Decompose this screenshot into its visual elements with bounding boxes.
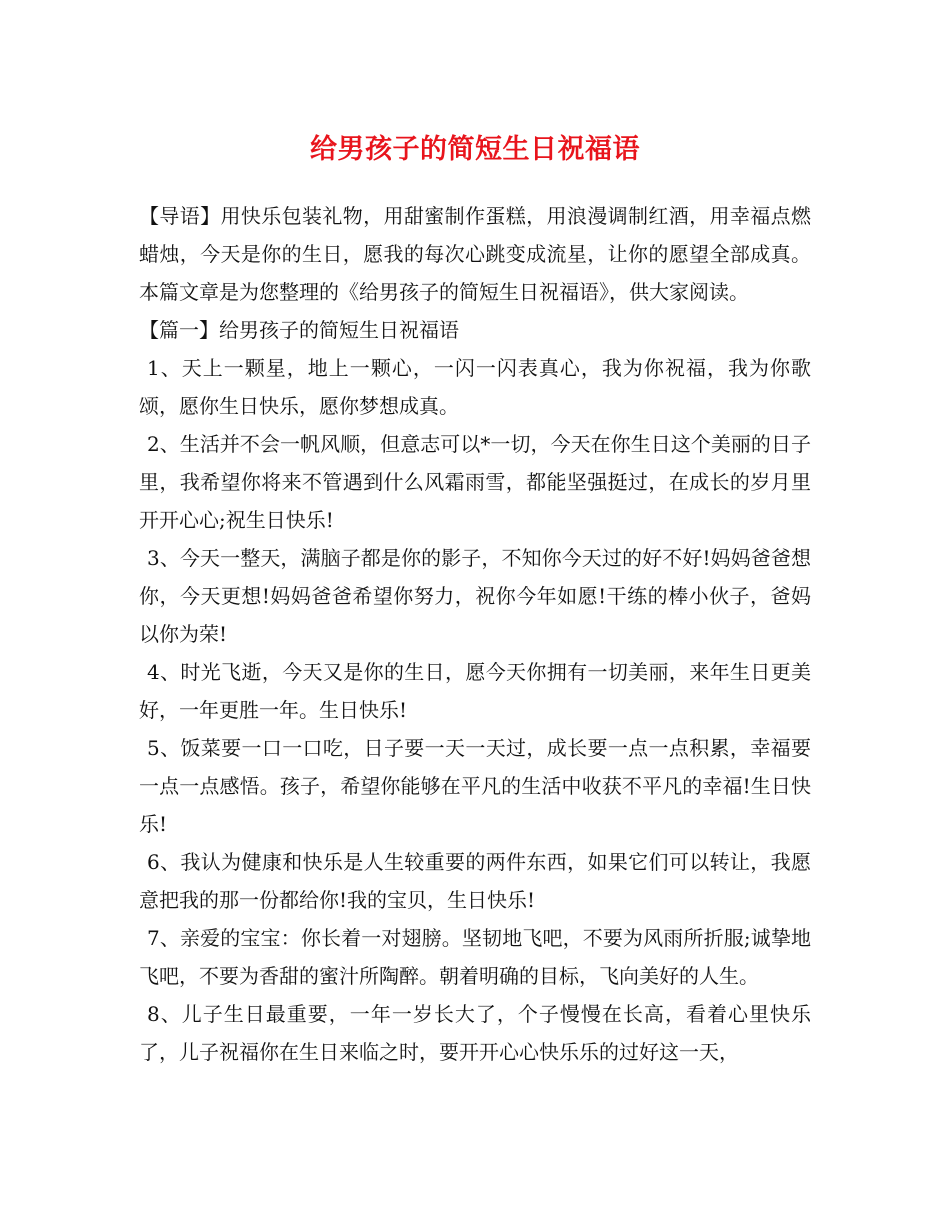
list-item: 6、我认为健康和快乐是人生较重要的两件东西，如果它们可以转让，我愿意把我的那一份都给你!我的宝贝，生日快乐!: [139, 850, 811, 912]
list-item: 4、时光飞逝，今天又是你的生日，愿今天你拥有一切美丽，来年生日更美好，一年更胜一年。生日快乐!: [139, 660, 811, 722]
section-heading: 【篇一】给男孩子的简短生日祝福语: [139, 318, 459, 342]
intro-paragraph: 【导语】用快乐包装礼物，用甜蜜制作蛋糕，用浪漫调制红酒，用幸福点燃蜡烛，今天是你的生日，愿我的每次心跳变成流星，让你的愿望全部成真。本篇文章是为您整理的《给男孩子的简短生日祝福语》，供大家阅读。: [139, 204, 811, 304]
list-item: 2、生活并不会一帆风顺，但意志可以*一切，今天在你生日这个美丽的日子里，我希望你将来不管遇到什么风霜雨雪，都能坚强挺过，在成长的岁月里开开心心;祝生日快乐!: [139, 432, 811, 532]
document-body: [139, 197, 811, 1071]
list-item: 7、亲爱的宝宝：你长着一对翅膀。坚韧地飞吧，不要为风雨所折服;诚挚地飞吧，不要为香甜的蜜汁所陶醉。朝着明确的目标，飞向美好的人生。: [139, 926, 811, 988]
list-item: 1、天上一颗星，地上一颗心，一闪一闪表真心，我为你祝福，我为你歌颂，愿你生日快乐，愿你梦想成真。: [139, 356, 811, 418]
list-item: 5、饭菜要一口一口吃，日子要一天一天过，成长要一点一点积累，幸福要一点一点感悟。孩子，希望你能够在平凡的生活中收获不平凡的幸福!生日快乐!: [139, 736, 811, 836]
page-title: 给男孩子的简短生日祝福语: [310, 134, 640, 165]
list-item: 8、儿子生日最重要，一年一岁长大了，个子慢慢在长高，看着心里快乐了，儿子祝福你在生日来临之时，要开开心心快乐乐的过好这一天，: [139, 1002, 811, 1064]
list-item: 3、今天一整天，满脑子都是你的影子，不知你今天过的好不好!妈妈爸爸想你，今天更想!妈妈爸爸希望你努力，祝你今年如愿!干练的棒小伙子，爸妈以你为荣!: [139, 546, 811, 646]
